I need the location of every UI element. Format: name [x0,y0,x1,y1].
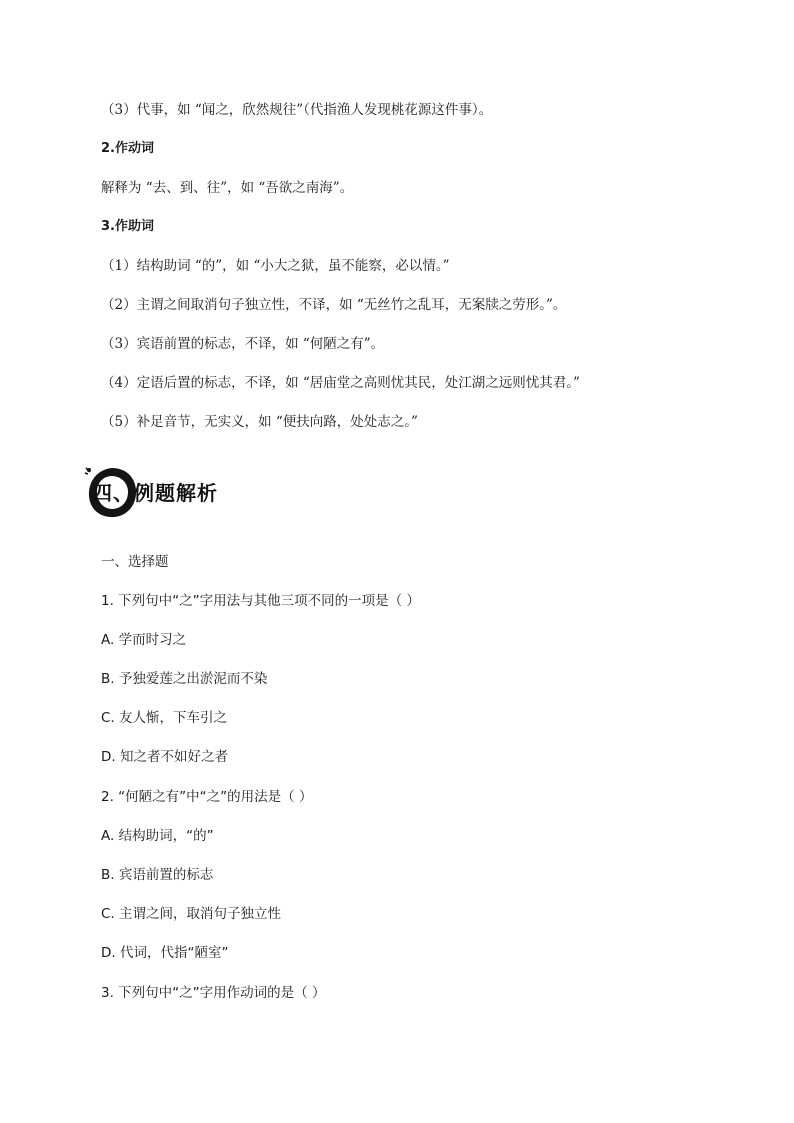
option: B. 予独爱莲之出淤泥而不染 [101,671,268,687]
explanation-line: （3）宾语前置的标志，不译，如 “何陋之有”。 [101,336,385,352]
option: A. 学而时习之 [101,632,187,648]
explanation-line: 解释为 “去、到、往”，如 “吾欲之南海”。 [101,180,354,196]
option: D. 知之者不如好之者 [101,749,228,765]
explanation-line: （2）主谓之间取消句子独立性，不译，如 “无丝竹之乱耳，无案牍之劳形。”。 [101,297,567,313]
question-stem: 3. 下列句中“之”字用作动词的是（ ） [101,985,326,1001]
question-stem: 2. “何陋之有”中“之”的用法是（ ） [101,789,313,805]
subheading: 2.作动词 [101,141,154,156]
section-title [92,480,218,506]
question-stem: 1. 下列句中“之”字用法与其他三项不同的一项是（ ） [101,593,420,609]
section-number: 四、 [92,481,134,505]
explanation-line: （4）定语后置的标志，不译，如 “居庙堂之高则忧其民，处江湖之远则忧其君。” [101,375,580,391]
section-header [84,462,284,522]
subheading: 3.作助词 [101,219,154,234]
section-title-text: 例题解析 [134,481,218,505]
explanation-line: （1）结构助词 “的”，如 “小大之狱，虽不能察，必以情。” [101,258,450,274]
option: C. 友人惭，下车引之 [101,710,228,726]
option: D. 代词，代指“陋室” [101,945,229,961]
explanation-line: （3）代事，如 “闻之，欣然规往”（代指渔人发现桃花源这件事）。 [101,102,493,118]
explanation-line: （5）补足音节，无实义，如 “便扶向路，处处志之。” [101,414,418,430]
option: C. 主谓之间，取消句子独立性 [101,906,282,922]
option: A. 结构助词，“的” [101,828,214,844]
question-section-label: 一、选择题 [101,554,169,570]
option: B. 宾语前置的标志 [101,867,214,883]
